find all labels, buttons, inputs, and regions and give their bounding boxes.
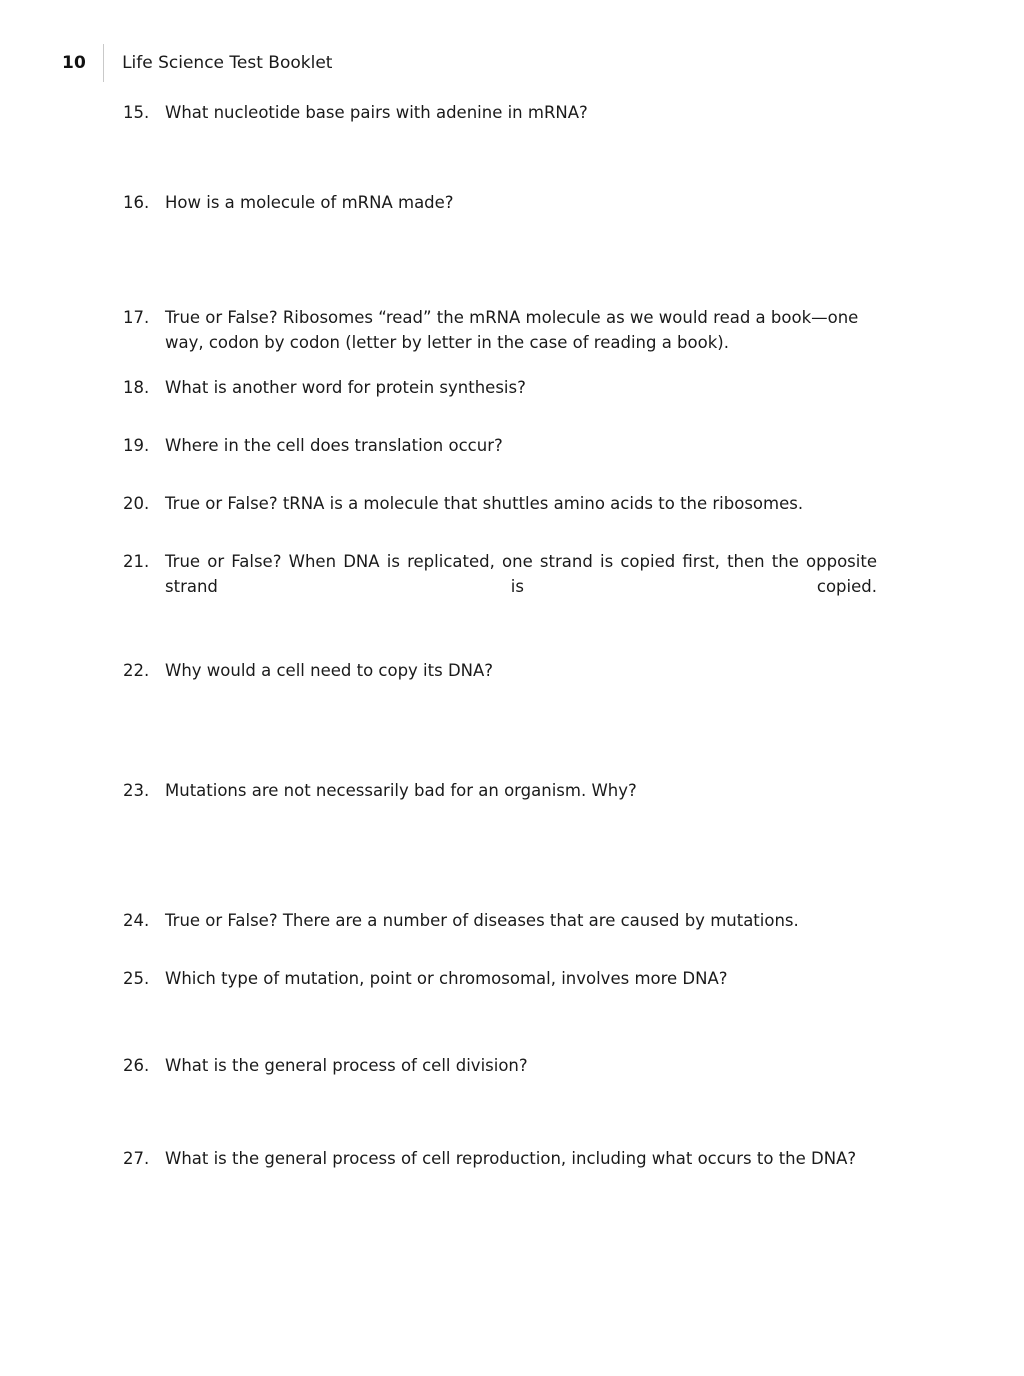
answer-space[interactable] bbox=[123, 215, 877, 305]
question-item bbox=[123, 375, 877, 400]
question-text: What nucleotide base pairs with adenine in mRNA? bbox=[165, 103, 588, 122]
question-number: 21. bbox=[123, 552, 150, 571]
question-text: True or False? Ribosomes “read” the mRNA molecule as we would read a book—one way, codon by codon (letter by letter in the case of reading a book). bbox=[165, 308, 859, 352]
answer-space[interactable] bbox=[123, 400, 877, 433]
booklet-title: Life Science Test Booklet bbox=[122, 53, 333, 73]
question-number: 24. bbox=[123, 911, 150, 930]
question-number: 22. bbox=[123, 661, 150, 680]
question-text: What is the general process of cell division? bbox=[165, 1056, 528, 1075]
answer-space[interactable] bbox=[123, 516, 877, 549]
question-item bbox=[123, 190, 877, 215]
question-list bbox=[123, 100, 877, 1171]
question-number: 26. bbox=[123, 1056, 150, 1075]
question-number: 15. bbox=[123, 103, 150, 122]
header-divider bbox=[103, 44, 104, 82]
answer-space[interactable] bbox=[123, 624, 877, 658]
answer-space[interactable] bbox=[123, 991, 877, 1053]
question-item bbox=[123, 1146, 877, 1171]
question-text: True or False? tRNA is a molecule that shuttles amino acids to the ribosomes. bbox=[165, 494, 804, 513]
answer-space[interactable] bbox=[123, 683, 877, 778]
question-text: True or False? When DNA is replicated, one strand is copied first, then the opposite strand is copied. bbox=[165, 552, 877, 596]
question-number: 25. bbox=[123, 969, 150, 988]
question-item bbox=[123, 433, 877, 458]
question-number: 16. bbox=[123, 193, 150, 212]
question-item bbox=[123, 966, 877, 991]
question-number: 17. bbox=[123, 308, 150, 327]
question-item bbox=[123, 549, 877, 624]
answer-space[interactable] bbox=[123, 1078, 877, 1146]
answer-space[interactable] bbox=[123, 803, 877, 908]
page-header bbox=[62, 48, 332, 78]
question-number: 19. bbox=[123, 436, 150, 455]
question-item bbox=[123, 908, 877, 933]
question-item bbox=[123, 1053, 877, 1078]
question-number: 18. bbox=[123, 378, 150, 397]
question-text: Where in the cell does translation occur? bbox=[165, 436, 503, 455]
answer-space[interactable] bbox=[123, 933, 877, 966]
question-item bbox=[123, 658, 877, 683]
question-number: 23. bbox=[123, 781, 150, 800]
question-item bbox=[123, 100, 877, 125]
question-item bbox=[123, 778, 877, 803]
answer-space[interactable] bbox=[123, 125, 877, 190]
question-text: Mutations are not necessarily bad for an organism. Why? bbox=[165, 781, 637, 800]
page-number: 10 bbox=[62, 53, 87, 73]
question-text: What is the general process of cell reproduction, including what occurs to the DNA? bbox=[165, 1149, 857, 1168]
question-item bbox=[123, 491, 877, 516]
question-number: 27. bbox=[123, 1149, 150, 1168]
answer-space[interactable] bbox=[123, 458, 877, 491]
question-number: 20. bbox=[123, 494, 150, 513]
question-text: Why would a cell need to copy its DNA? bbox=[165, 661, 494, 680]
question-text: How is a molecule of mRNA made? bbox=[165, 193, 454, 212]
answer-space[interactable] bbox=[123, 355, 877, 375]
question-text: Which type of mutation, point or chromosomal, involves more DNA? bbox=[165, 969, 728, 988]
question-text: True or False? There are a number of diseases that are caused by mutations. bbox=[165, 911, 799, 930]
question-text: What is another word for protein synthesis? bbox=[165, 378, 526, 397]
question-item bbox=[123, 305, 877, 355]
